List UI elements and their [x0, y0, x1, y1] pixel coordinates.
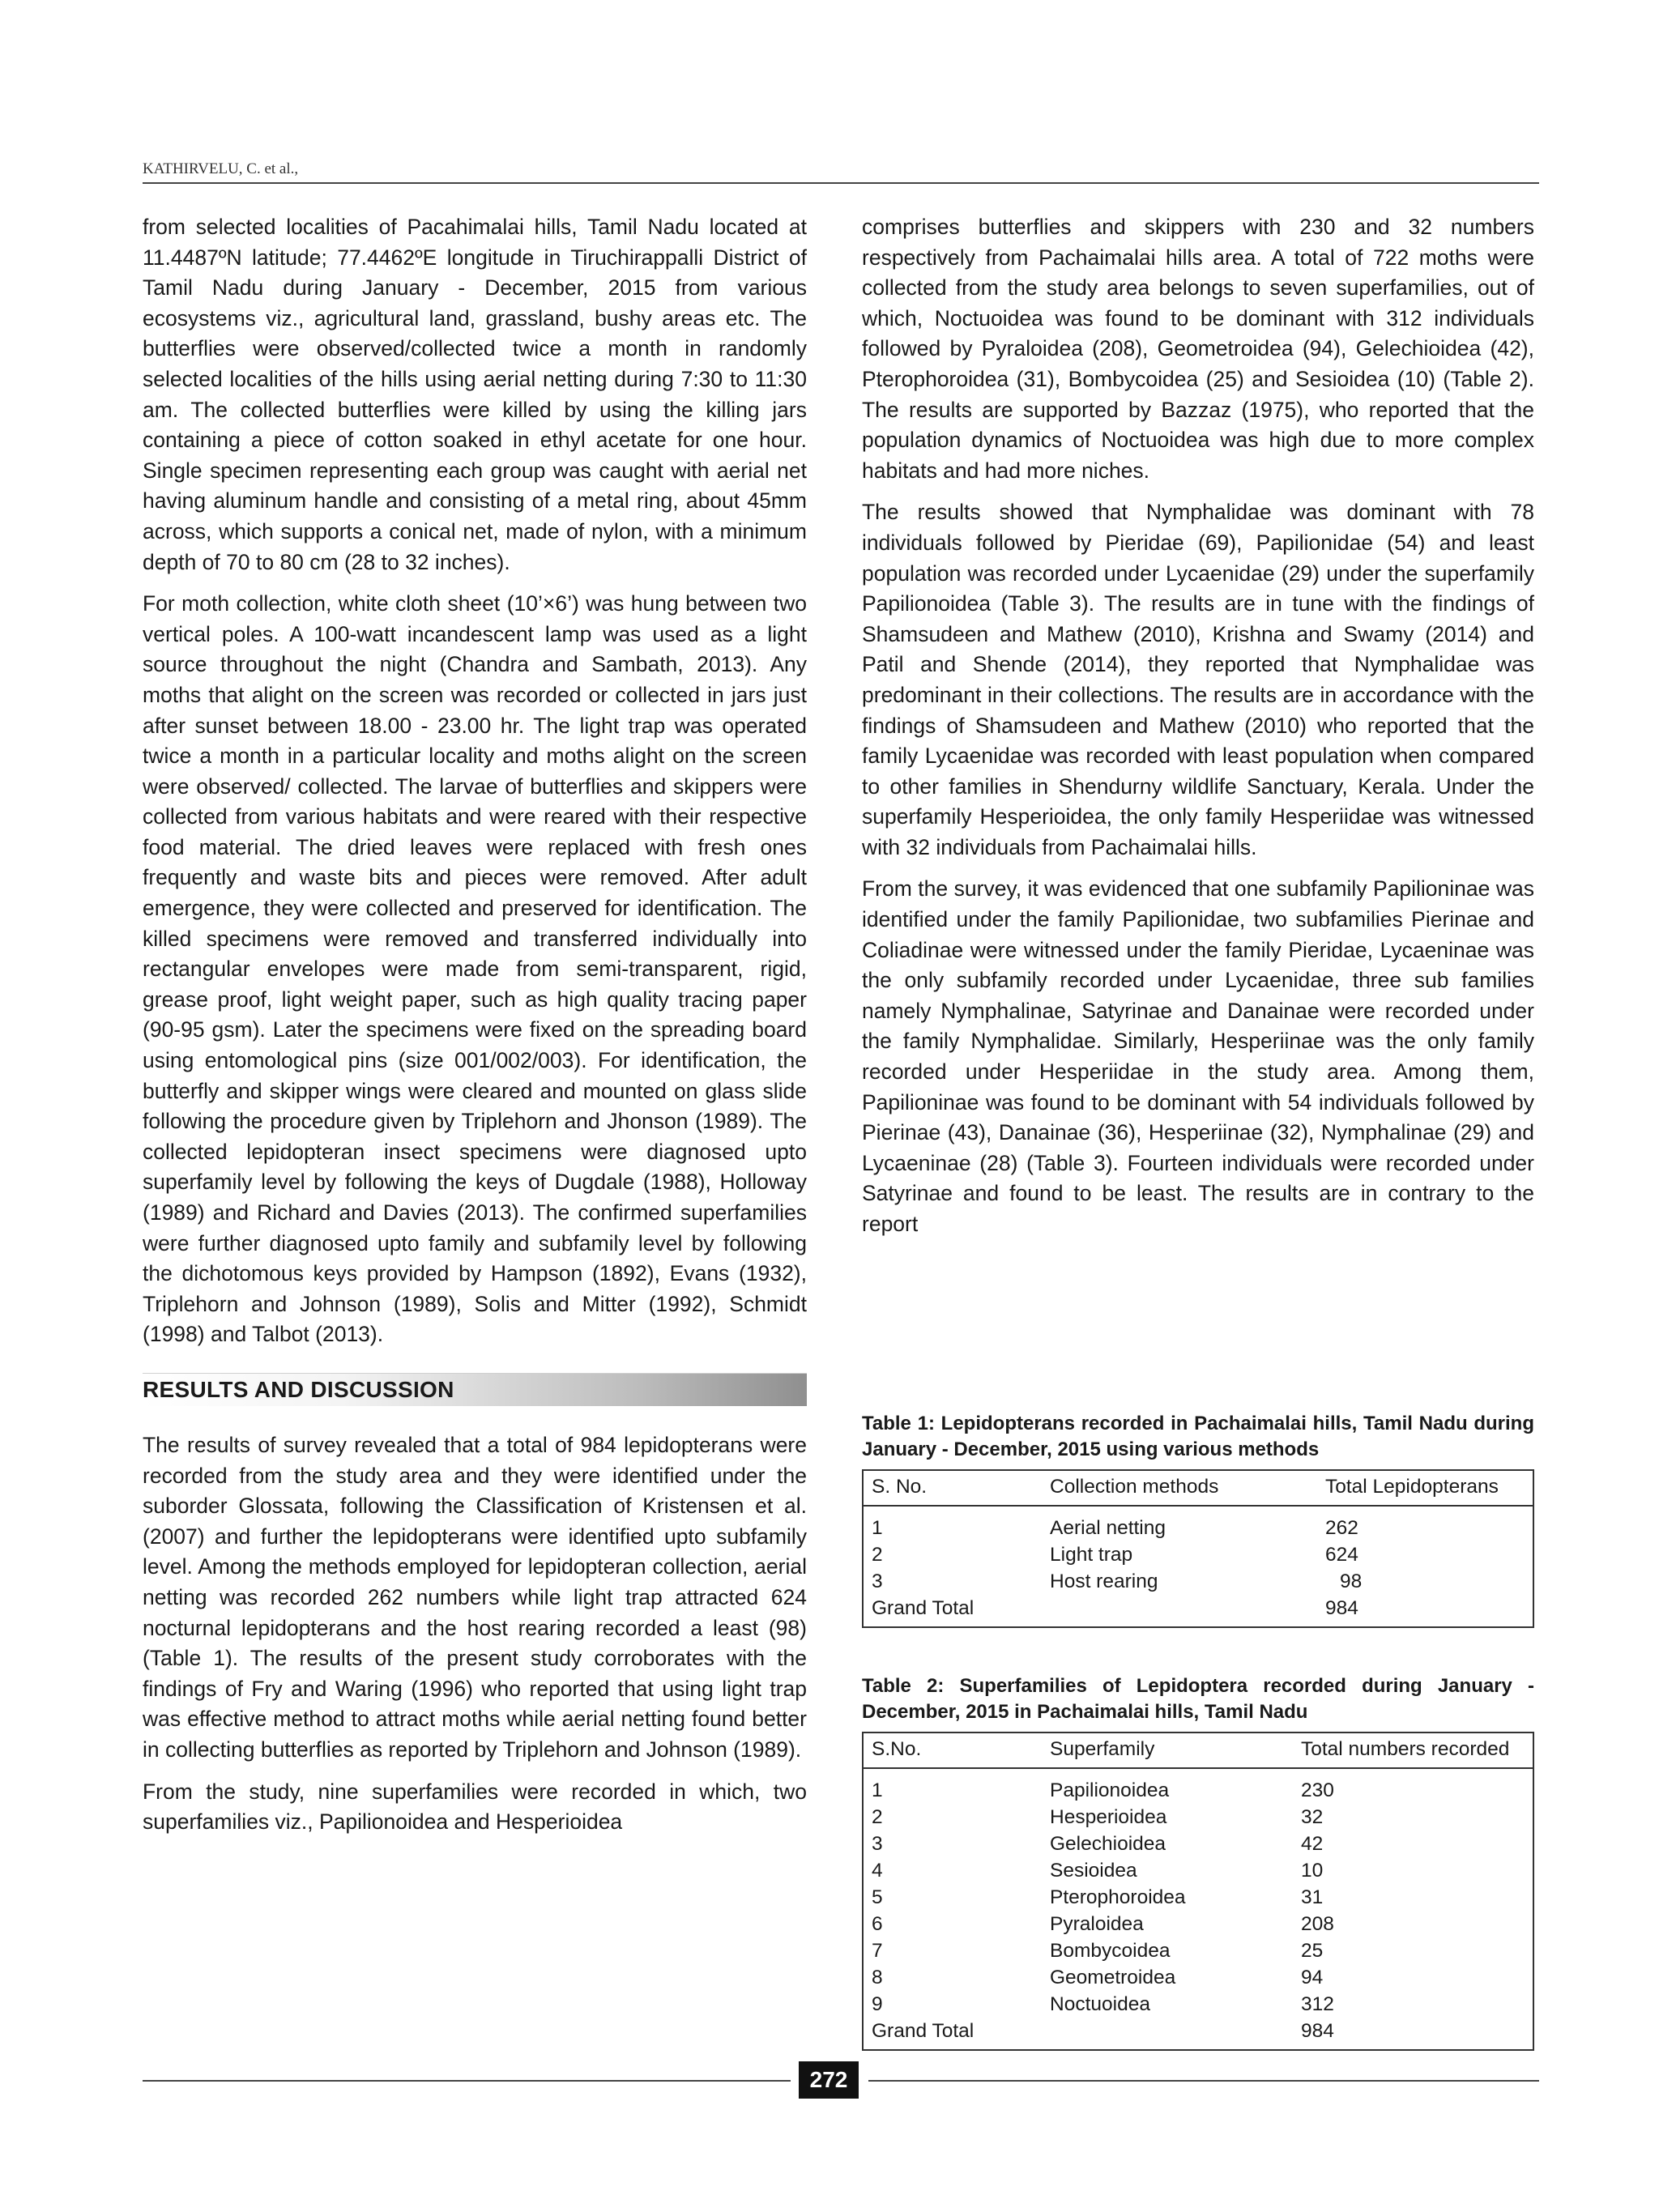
- table-cell: 3: [872, 1571, 883, 1592]
- table-cell: 6: [872, 1913, 883, 1935]
- table-header-cell: Superfamily: [1042, 1733, 1293, 1768]
- table-cell: Aerial netting: [1050, 1517, 1166, 1539]
- table-cell: 32: [1301, 1806, 1324, 1828]
- table-row: [863, 1541, 1533, 1568]
- table-total-row: [863, 1595, 1533, 1627]
- table-cell: 4: [872, 1860, 883, 1882]
- paragraph: The results of survey revealed that a total of 984 lepidopterans were recorded from the study area and they were identified under the suborder Glossata, following the Classification of Kristensen et al. (2007) and further the lepidopterans were identified upto subfamily level. Among the methods employed for lepidopteran collection, aerial netting was recorded 262 numbers while light trap attracted 624 nocturnal lepidopterans and the host rearing recorded a least (98) (Table 1). The results of the present study corroborates with the findings of Fry and Waring (1996) who reported that using light trap was effective method to attract moths while aerial netting found better in collecting butterflies as reported by Triplehorn and Johnson (1989).: [143, 1432, 807, 1762]
- table-cell: 10: [1301, 1860, 1324, 1882]
- table-total-value: 984: [1325, 1597, 1358, 1619]
- header-rule: [143, 182, 1539, 184]
- paragraph: comprises butterflies and skippers with 230 and 32 numbers respectively from Pachaimalai hills area. A total of 722 moths were collected from the study area belongs to seven superfamilies, out of which, Noctuoidea was found to be dominant with 312 individuals followed by Pyraloidea (208), Geometroidea (94), Gelechioidea (42), Pterophoroidea (31), Bombycoidea (25) and Sesioidea (10) (Table 2). The results are supported by Bazzaz (1975), who reported that the population dynamics of Noctuoidea was high due to more complex habitats and had more niches.: [862, 215, 1534, 483]
- table-row: [863, 1884, 1533, 1911]
- table-2: [862, 1673, 1534, 2051]
- table-header-row: [863, 1470, 1533, 1506]
- table-header-cell: Total Lepidopterans: [1317, 1470, 1533, 1506]
- running-head: KATHIRVELU, C. et al.,: [143, 160, 299, 177]
- table-total-row: [863, 2018, 1533, 2050]
- table-cell: Bombycoidea: [1050, 1940, 1171, 1962]
- table-cell: 208: [1301, 1913, 1334, 1935]
- table-cell: 98: [1340, 1571, 1363, 1592]
- table-cell: 624: [1325, 1544, 1358, 1566]
- table-1: [862, 1411, 1534, 1628]
- table-row: [863, 1506, 1533, 1541]
- table-cell: 1: [872, 1779, 883, 1801]
- paragraph: For moth collection, white cloth sheet (10’×6’) was hung between two vertical poles. A 100-watt incandescent lamp was used as a light source throughout the night (Chandra and Sambath, 2013). Any moths that alight on the screen was recorded or collected in jars just after sunset between 18.00 - 23.00 hr. The light trap was operated twice a month in a particular locality and moths alight on the screen were observed/ collected. The larvae of butterflies and skippers were collected from various habitats and were reared with their respective food material. The dried leaves were replaced with fresh ones frequently and waste bits and pieces were removed. After adult emergence, they were collected and preserved for identification. The killed specimens were removed and transferred individually into rectangular envelopes were made from semi-transparent, rigid, grease proof, light weight paper, such as high quality tracing paper (90-95 gsm). Later the specimens were fixed on the spreading board using entomological pins (size 001/002/003). For identification, the butterfly and skipper wings were cleared and mounted on glass slide following the procedure given by Triplehorn and Jhonson (1989). The collected lepidopteran insect specimens were diagnosed upto superfamily level by following the keys of Dugdale (1988), Holloway (1989) and Richard and Davies (2013). The confirmed superfamilies were further diagnosed upto family and subfamily level by following the dichotomous keys provided by Hampson (1892), Evans (1932), Triplehorn and Johnson (1989), Solis and Mitter (1992), Schmidt (1998) and Talbot (2013).: [143, 591, 807, 1347]
- paragraph: The results showed that Nymphalidae was dominant with 78 individuals followed by Pieridae (69), Papilionidae (54) and least population was recorded under Lycaenidae (29) under the superfamily Papilionoidea (Table 3). The results are in tune with the findings of Shamsudeen and Mathew (2010), Krishna and Swamy (2014) and Patil and Shende (2014), they reported that Nymphalidae was predominant in their collections. The results are in accordance with the findings of Shamsudeen and Mathew (2010) who reported that the family Lycaenidae was recorded with least population when compared to other families in Shendurny wildlife Sanctuary, Kerala. Under the superfamily Hesperioidea, the only family Hesperiidae was witnessed with 32 individuals from Pachaimalai hills.: [862, 500, 1534, 859]
- footer-rule-right: [868, 2080, 1539, 2082]
- table-row: [863, 1568, 1533, 1595]
- right-column: [862, 212, 1534, 1251]
- table-cell: Host rearing: [1050, 1571, 1158, 1592]
- table-1-caption: Table 1: Lepidopterans recorded in Pachaimalai hills, Tamil Nadu during January - December, 2015 using various methods: [862, 1413, 1534, 1460]
- paragraph: from selected localities of Pacahimalai hills, Tamil Nadu located at 11.4487ºN latitude; 77.4462ºE longitude in Tiruchirappalli District of Tamil Nadu during January - December, 2015 from various ecosystems viz., agricultural land, grassland, bushy areas etc. The butterflies were observed/collected twice a month in randomly selected localities of the hills using aerial netting during 7:30 to 11:30 am. The collected butterflies were killed by using the killing jars containing a piece of cotton soaked in ethyl acetate for one hour. Single specimen representing each group was caught with aerial net having aluminum handle and consisting of a metal ring, about 45mm across, which supports a conical net, made of nylon, with a minimum depth of 70 to 80 cm (28 to 32 inches).: [143, 215, 807, 574]
- paragraph: From the survey, it was evidenced that one subfamily Papilioninae was identified under the family Papilionidae, two subfamilies Pierinae and Coliadinae were witnessed under the family Pieridae, Lycaeninae was the only subfamily recorded under Lycaenidae, three sub families namely Nymphalinae, Satyrinae and Danainae were recorded under the family Nymphalidae. Similarly, Hesperiinae was the only family recorded under Hesperiidae in the study area. Among them, Papilioninae was found to be dominant with 54 individuals followed by Pierinae (43), Danainae (36), Hesperiinae (32), Nymphalinae (29) and Lycaeninae (28) (Table 3). Fourteen individuals were recorded under Satyrinae and found to be least. The results are in contrary to the report: [862, 876, 1534, 1236]
- table-row: [863, 1911, 1533, 1937]
- table-cell: Pyraloidea: [1050, 1913, 1144, 1935]
- table-cell: Papilionoidea: [1050, 1779, 1170, 1801]
- table-total-label: Grand Total: [872, 2020, 975, 2042]
- section-heading-bar: [143, 1373, 807, 1406]
- table-cell: 94: [1301, 1967, 1324, 1988]
- table-cell: 42: [1301, 1833, 1324, 1855]
- table-2-caption: Table 2: Superfamilies of Lepidoptera recorded during January - December, 2015 in Pachaimalai hills, Tamil Nadu: [862, 1675, 1534, 1723]
- table-row: [863, 1991, 1533, 2018]
- table-total-label: Grand Total: [872, 1597, 975, 1619]
- table-cell: Gelechioidea: [1050, 1833, 1166, 1855]
- table-row: [863, 1804, 1533, 1831]
- table-cell: 25: [1301, 1940, 1324, 1962]
- table-header-cell: Collection methods: [1042, 1470, 1317, 1506]
- footer-rule-left: [143, 2080, 791, 2082]
- table-cell: 262: [1325, 1517, 1358, 1539]
- table-row: [863, 1831, 1533, 1857]
- table-cell: 9: [872, 1993, 883, 2015]
- table-row: [863, 1964, 1533, 1991]
- table-cell: 312: [1301, 1993, 1334, 2015]
- table-cell: Sesioidea: [1050, 1860, 1137, 1882]
- table-cell: Noctuoidea: [1050, 1993, 1150, 2015]
- table-header-cell: S.No.: [863, 1733, 1042, 1768]
- table-cell: Hesperioidea: [1050, 1806, 1167, 1828]
- table-row: [863, 1857, 1533, 1884]
- table-cell: 3: [872, 1833, 883, 1855]
- table-cell: 2: [872, 1806, 883, 1828]
- table-1-grid: [862, 1469, 1534, 1628]
- table-header-cell: S. No.: [863, 1470, 1042, 1506]
- table-row: [863, 1937, 1533, 1964]
- paragraph: From the study, nine superfamilies were recorded in which, two superfamilies viz., Papilionoidea and Hesperioidea: [143, 1779, 807, 1835]
- table-cell: 7: [872, 1940, 883, 1962]
- table-header-cell: Total numbers recorded: [1293, 1733, 1533, 1768]
- left-column: [143, 212, 807, 1849]
- table-cell: 1: [872, 1517, 883, 1539]
- table-cell: 230: [1301, 1779, 1334, 1801]
- table-cell: Geometroidea: [1050, 1967, 1176, 1988]
- table-cell: 5: [872, 1886, 883, 1908]
- table-cell: 2: [872, 1544, 883, 1566]
- table-2-grid: [862, 1732, 1534, 2051]
- table-cell: Light trap: [1050, 1544, 1133, 1566]
- section-heading: RESULTS AND DISCUSSION: [143, 1376, 454, 1402]
- table-cell: 8: [872, 1967, 883, 1988]
- table-total-value: 984: [1301, 2020, 1334, 2042]
- table-header-row: [863, 1733, 1533, 1768]
- table-cell: 31: [1301, 1886, 1324, 1908]
- table-row: [863, 1768, 1533, 1804]
- table-cell: Pterophoroidea: [1050, 1886, 1186, 1908]
- page-number: 272: [799, 2061, 859, 2099]
